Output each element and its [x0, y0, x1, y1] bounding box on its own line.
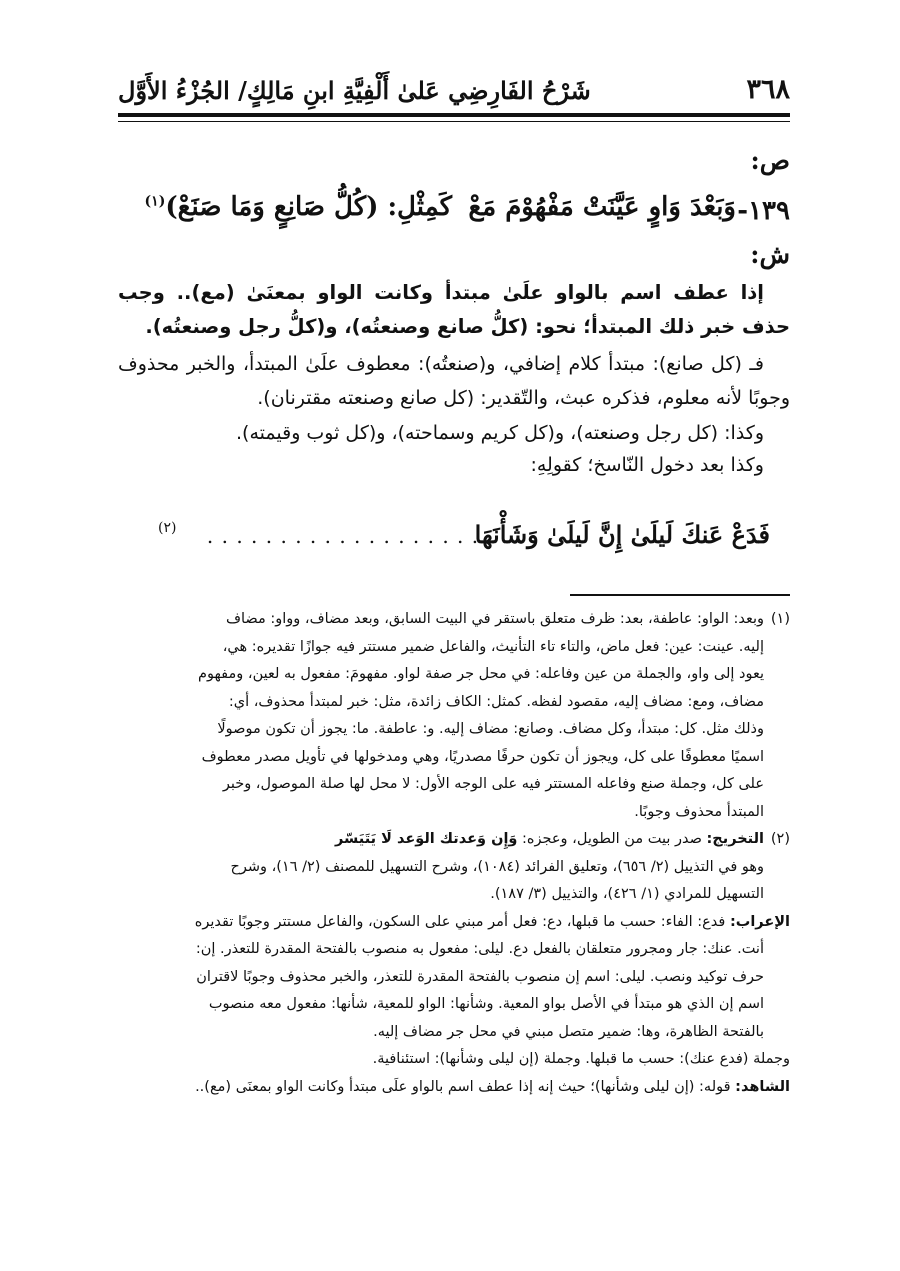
- jumla-line: وجملة (فدع عنك): حسب ما قبلها. وجملة (إن ليلى وشأنها): استئنافية.: [372, 1051, 790, 1067]
- takhrij-label: التخريج:: [706, 831, 764, 847]
- irab-line: حرف توكيد ونصب. ليلى: اسم إن منصوب بالفتحة المقدرة للتعذر، والخبر محذوف وجوبًا لاقتران: [196, 968, 764, 985]
- footnote-2-intro: صدر بيت من الطويل، وعجزه:: [522, 831, 702, 847]
- verse-hemistich-2-text: كَمِثْلِ: (كُلُّ صَانِعٍ وَمَا صَنَعْ): [165, 192, 452, 222]
- footnote-1-number: (١): [770, 611, 790, 627]
- footnote-1-line: وبعد: الواو: عاطفة، بعد: ظرف متعلق باستقر في البيت السابق، وبعد مضاف، وواو: مضاف: [225, 611, 764, 627]
- footnote-1-line: المبتدأ محذوف وجوبًا.: [634, 803, 764, 820]
- verse-number: ١٣٩-: [737, 196, 790, 226]
- footnote-1-line: اسميًا معطوفًا على كل، ويجوز أن تكون حرفًا مصدريًا، وهي ومدخولها في تأويل مصدر معطوف: [201, 748, 764, 765]
- footnote-2-number: (٢): [770, 831, 790, 847]
- page-number: ٣٦٨: [746, 74, 790, 105]
- shahid-note: قوله: (إن ليلى وشأنها)؛ حيث إنه إذا عطف اسم بالواو علَى مبتدأ وكانت الواو بمعنَى (مع)..: [195, 1078, 731, 1095]
- irab-line: فدع: الفاء: حسب ما قبلها، دع: فعل أمر مبني على السكون، والفاعل مستتر وجوبًا تقديره: [194, 913, 726, 930]
- footnote-ref-2[interactable]: (٢): [158, 520, 177, 536]
- running-title: شَرْحُ الفَارِضِي عَلىٰ أَلْفِيَّةِ ابنِ مَالِكٍ/ الجُزْءُ الأَوَّل: [118, 76, 591, 105]
- irab-line: أنت. عنك: جار ومجرور متعلقان بالفعل دع. ليلى: مفعول به منصوب بالفتحة المقدرة للتعذر. إن:: [195, 941, 764, 957]
- page-header: [118, 70, 790, 110]
- shahid-label: الشاهد:: [735, 1078, 790, 1095]
- footnote-2-line: التسهيل للمرادي (١/ ٤٢٦)، والتذييل (٣/ ١٨٧).: [490, 886, 764, 902]
- shahid-verse: فَدَعْ عَنكَ لَيلَىٰ إِنَّ لَيلَىٰ وَشَأْنَهَا: [474, 520, 770, 549]
- footnote-2: [118, 826, 790, 909]
- paragraph-3: وكذا: (كل رجل وصنعته)، و(كل كريم وسماحته)، و(كل ثوب وقيمته).: [236, 422, 764, 444]
- footnote-1-line: إليه. عينت: عين: فعل ماض، والتاء تاء التأنيث، والفاعل ضمير مستتر فيه جوازًا تقديره: هي،: [222, 638, 764, 655]
- irab-line: اسم إن الذي هو مبتدأ في الأصل بواو المعية. وشأنها: الواو للمعية، شأنها: مفعول معه منصوب: [208, 996, 764, 1012]
- shahid-dots: . . . . . . . . . . . . . . . . . . . . . . .: [206, 524, 538, 548]
- paragraph-1: إذا عطف اسم بالواو علَىٰ مبتدأ وكانت الواو بمعنَىٰ (مع).. وجب حذف خبر ذلك المبتدأ؛ نحو: (كلُّ صانع وصنعتُه)، و(كلُّ رجل وصنعتُه).: [118, 281, 790, 338]
- paragraph-4: وكذا بعد دخول النّاسخ؛ كقولِهِ:: [530, 454, 764, 476]
- shahid-verse-line: [118, 520, 790, 560]
- verse-hemistich-1: وَبَعْدَ وَاوٍ عَيَّنَتْ مَفْهُوْمَ مَعْ: [468, 192, 736, 222]
- verse-hemistich-2: [145, 192, 452, 222]
- header-rule-thin: [118, 121, 790, 122]
- sad-label: ص:: [750, 146, 790, 175]
- irab-label: الإعراب:: [729, 913, 790, 930]
- footnotes: [118, 606, 790, 1101]
- footnote-1-line: وذلك مثل. كل: مبتدأ، وكل مضاف. وصانع: مضاف إليه. و: عاطفة. ما: يجوز أن تكون موصولًا: [217, 721, 764, 737]
- footnote-1: [118, 606, 790, 826]
- paragraph-2: فـ (كل صانع): مبتدأ كلام إضافي، و(صنعتُه): معطوف علَىٰ المبتدأ، والخبر محذوف وجوبًا لأنه معلوم، فذكره عبث، والتّقدير: (كل صانع وصنعته مقترنان).: [118, 353, 790, 409]
- header-rule-thick: [118, 113, 790, 117]
- footnote-1-line: على كل، وجملة صنع وفاعله المستتر فيه على الوجه الأول: لا محل لها صلة الموصول، وخبر: [222, 776, 764, 792]
- footnote-1-line: مضاف، ومع: مضاف إليه، مقصود لفظه. كمثل: الكاف زائدة، مثل: خبر لمبتدأ محذوف، أي:: [228, 693, 764, 710]
- irab-section: [118, 909, 790, 1102]
- footnote-2-line: وهو في التذييل (٢/ ٦٥٦)، وتعليق الفرائد (١٠٨٤)، وشرح التسهيل للمصنف (٢/ ١٦)، وشرح: [230, 858, 764, 875]
- footnote-ref-1[interactable]: (١): [144, 193, 166, 210]
- verse-line: [118, 192, 790, 238]
- footnote-1-line: يعود إلى واو، والجملة من عين وفاعله: في محل جر صفة لواو. مفهومَ: مفعول به لعين، ومفهوم: [198, 666, 764, 682]
- shin-label: ش:: [750, 240, 790, 269]
- irab-line: بالفتحة الظاهرة، وها: ضمير متصل مبني في محل جر مضاف إليه.: [373, 1023, 764, 1040]
- footnote-separator: [570, 594, 790, 596]
- footnote-2-verse: وَإِن وَعدتك الوَعد لَا يَتَيَسّر: [335, 831, 518, 847]
